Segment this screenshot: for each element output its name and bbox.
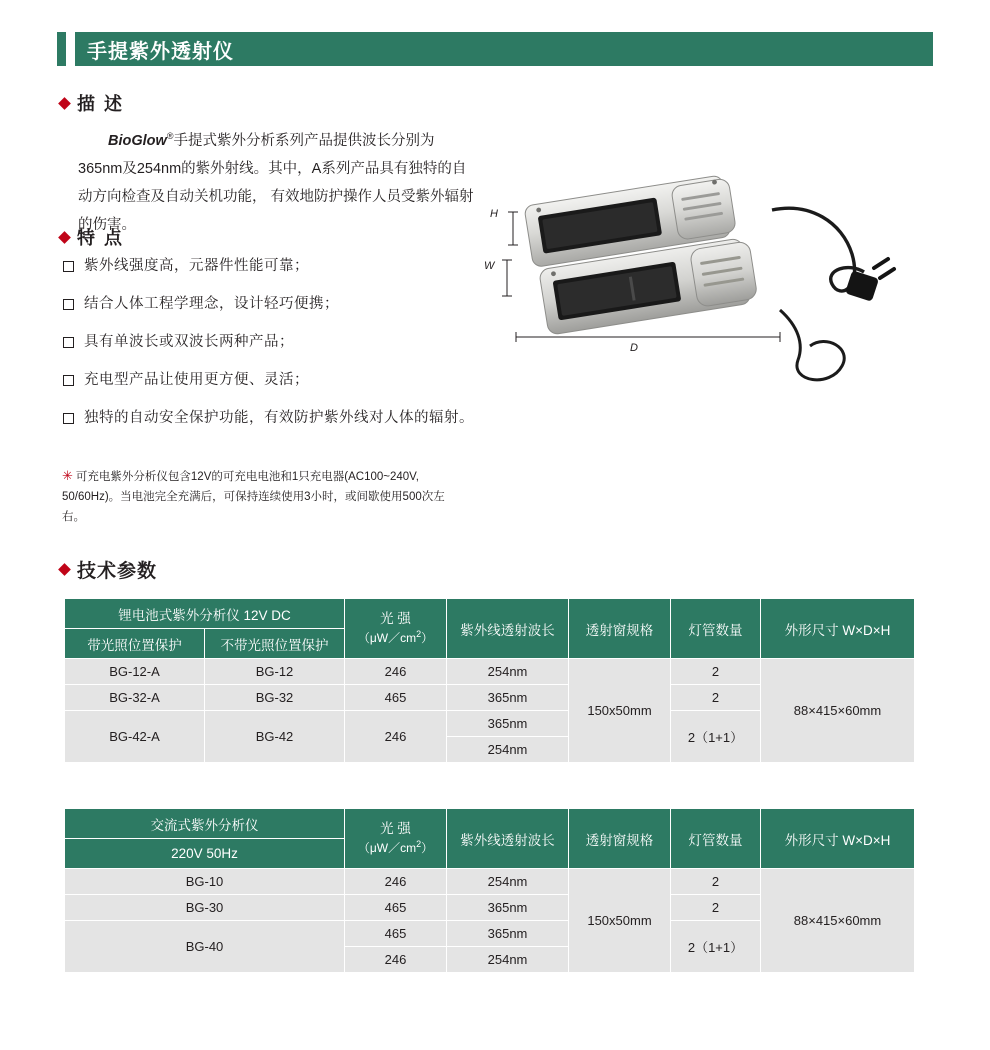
spec-table-battery — [64, 598, 915, 763]
cell-wavelength: 365nm — [447, 711, 569, 737]
cell-wavelength: 365nm — [447, 921, 569, 947]
cell-lamps: 2 — [671, 895, 761, 921]
cell-model: BG-40 — [65, 921, 345, 973]
feature-text: 紫外线强度高，元器件性能可靠； — [84, 258, 309, 274]
checkbox-icon — [63, 375, 74, 386]
header-lamps: 灯管数量 — [671, 809, 761, 869]
cell-lamps: 2（1+1） — [671, 711, 761, 763]
header-window: 透射窗规格 — [569, 599, 671, 659]
cell-size: 88×415×60mm — [761, 869, 915, 973]
cell-size: 88×415×60mm — [761, 659, 915, 763]
feature-text: 结合人体工程学理念，设计轻巧便携； — [84, 296, 339, 312]
title-accent-block — [66, 32, 75, 66]
cell-lamps: 2（1+1） — [671, 921, 761, 973]
checkbox-icon — [63, 299, 74, 310]
brand-registered-mark: ® — [166, 131, 174, 141]
cell-intensity: 465 — [345, 685, 447, 711]
feature-list — [63, 254, 483, 444]
section-title-specs: 技术参数 — [77, 561, 158, 582]
table-header-row — [65, 809, 915, 839]
cell-lamps: 2 — [671, 685, 761, 711]
cell-lamps: 2 — [671, 659, 761, 685]
section-header-features — [60, 224, 124, 250]
cell-model: BG-10 — [65, 869, 345, 895]
header-with-protection: 带光照位置保护 — [65, 629, 205, 659]
dimension-label-h: H — [490, 208, 498, 220]
diamond-bullet-icon — [58, 97, 71, 110]
page-title-bar — [57, 32, 933, 66]
cell-model-a: BG-12-A — [65, 659, 205, 685]
list-item — [63, 330, 483, 354]
section-title-features: 特 点 — [77, 228, 125, 248]
cell-wavelength: 254nm — [447, 659, 569, 685]
cell-model-a: BG-32-A — [65, 685, 205, 711]
header-group-sub: 220V 50Hz — [65, 839, 345, 869]
header-without-protection: 不带光照位置保护 — [205, 629, 345, 659]
feature-text: 独特的自动安全保护功能，有效防护紫外线对人体的辐射。 — [84, 410, 474, 426]
uv-lamp-drawing — [480, 150, 940, 420]
section-title-description: 描 述 — [77, 94, 125, 114]
cell-wavelength: 365nm — [447, 685, 569, 711]
footnote-text: 可充电紫外分析仪包含12V的可充电电池和1只充电器(AC100~240V, 50/60Hz)。当电池完全充满后，可保持连续使用3小时，或间歇使用500次左右。 — [62, 471, 445, 523]
header-group-title: 交流式紫外分析仪 — [65, 809, 345, 839]
features-footnote — [62, 466, 462, 527]
cell-intensity: 246 — [345, 947, 447, 973]
header-size: 外形尺寸 W×D×H — [761, 809, 915, 869]
product-illustration — [480, 150, 940, 420]
list-item — [63, 292, 483, 316]
brand-name: BioGlow — [108, 132, 167, 149]
spec-table-ac — [64, 808, 915, 973]
description-body: 手提式紫外分析系列产品提供波长分别为365nm及254nm的紫外射线。其中，A系列产品具有独特的自动方向检查及自动关机功能， 有效地防护操作人员受紫外辐射的伤害。 — [78, 132, 474, 233]
cell-model-a: BG-42-A — [65, 711, 205, 763]
cell-window: 150x50mm — [569, 659, 671, 763]
header-intensity: 光 强 $(\mu W/cm^2)$ — [345, 809, 447, 869]
cell-wavelength: 254nm — [447, 869, 569, 895]
cell-model-b: BG-12 — [205, 659, 345, 685]
header-lamps: 灯管数量 — [671, 599, 761, 659]
table-header-row — [65, 599, 915, 629]
checkbox-icon — [63, 261, 74, 272]
cell-model: BG-30 — [65, 895, 345, 921]
cell-model-b: BG-42 — [205, 711, 345, 763]
cell-window: 150x50mm — [569, 869, 671, 973]
cell-intensity: 246 — [345, 659, 447, 685]
header-wavelength: 紫外线透射波长 — [447, 599, 569, 659]
cell-wavelength: 254nm — [447, 947, 569, 973]
checkbox-icon — [63, 337, 74, 348]
dimension-label-w: W — [484, 260, 495, 272]
header-intensity: 光 强 $(\mu W/cm^2)$ — [345, 599, 447, 659]
header-wavelength: 紫外线透射波长 — [447, 809, 569, 869]
cell-intensity: 246 — [345, 711, 447, 763]
cell-intensity: 465 — [345, 895, 447, 921]
list-item — [63, 254, 483, 278]
cell-intensity: 246 — [345, 869, 447, 895]
header-group-title: 锂电池式紫外分析仪 12V DC — [65, 599, 345, 629]
section-header-description — [60, 90, 124, 116]
header-window: 透射窗规格 — [569, 809, 671, 869]
feature-text: 具有单波长或双波长两种产品； — [84, 334, 294, 350]
cell-wavelength: 365nm — [447, 895, 569, 921]
list-item — [63, 406, 483, 430]
feature-text: 充电型产品让使用更方便、灵活； — [84, 372, 309, 388]
header-size: 外形尺寸 W×D×H — [761, 599, 915, 659]
cell-intensity: 465 — [345, 921, 447, 947]
checkbox-icon — [63, 413, 74, 424]
cell-wavelength: 254nm — [447, 737, 569, 763]
cell-lamps: 2 — [671, 869, 761, 895]
dimension-label-d: D — [630, 342, 638, 354]
diamond-bullet-icon — [58, 231, 71, 244]
cell-model-b: BG-32 — [205, 685, 345, 711]
section-header-specs — [60, 556, 157, 583]
diamond-bullet-icon — [58, 563, 71, 576]
description-paragraph — [78, 122, 478, 239]
list-item — [63, 368, 483, 392]
page-title: 手提紫外透射仪 — [87, 40, 234, 63]
table-row — [65, 869, 915, 895]
asterisk-icon: ✳ — [62, 468, 73, 483]
table-row — [65, 659, 915, 685]
